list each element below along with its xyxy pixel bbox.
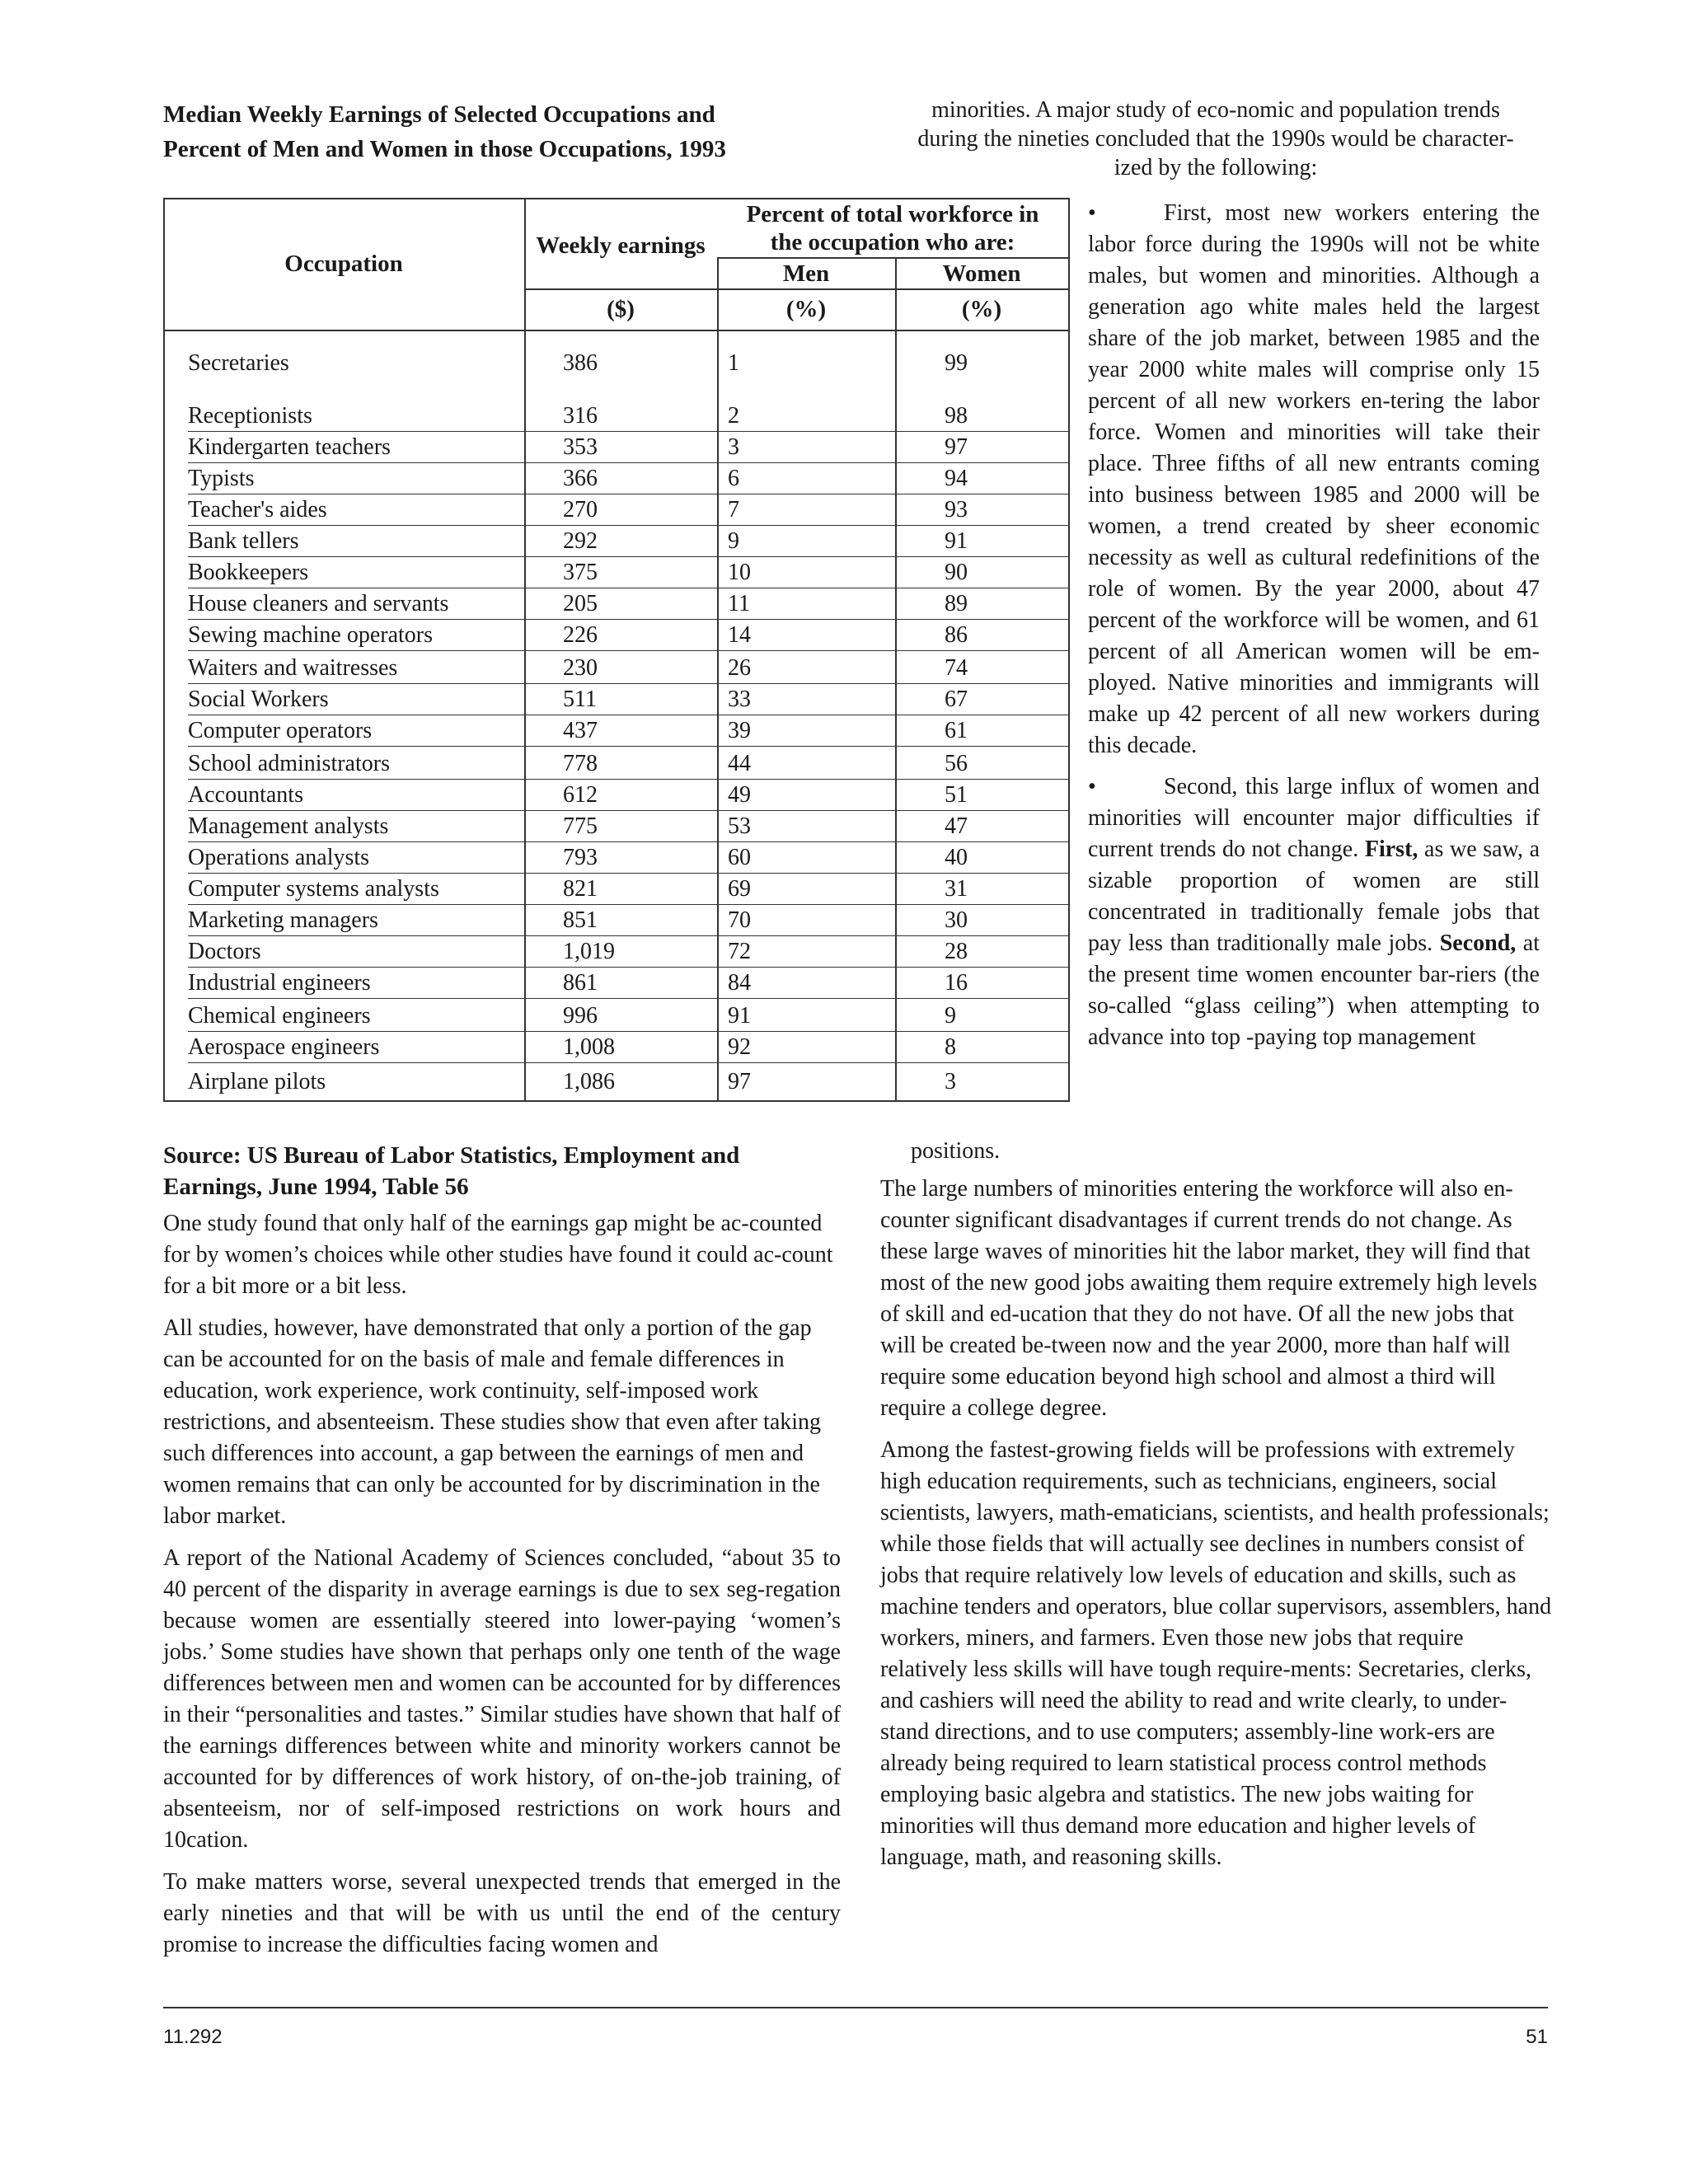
cell-earnings: 205 xyxy=(563,591,598,616)
left-paragraph-3: A report of the National Academy of Sciences concluded, “about 35 to 40 percent of the disparity in average earnings is due to sex seg-regation because women are essentially steered into lower-paying ‘women’s jobs.’ Some studies have shown that perhaps only one tenth of the wage differences between men and women can be accounted for by differences in their “personalities and tastes.” Similar studies have shown that half of the earnings differences between white and minority workers cannot be accounted for by differences of work history, of on-the-job training, of absenteeism, nor of self-imposed restrictions on work hours and 10cation. xyxy=(163,1545,841,1853)
cell-occupation: Computer systems analysts xyxy=(188,876,439,902)
cell-earnings: 861 xyxy=(563,970,598,996)
left-column xyxy=(163,1208,841,1971)
cell-men: 9 xyxy=(728,528,739,554)
left-paragraph-2: All studies, however, have demonstrated that only a portion of the gap can be accounted for on the basis of male and female differences in education, work experience, work continuity, self-imposed work restrictions, and absenteeism. These studies show that even after taking such differences into account, a gap between the earnings of men and women remains that can only be accounted for by discrimination in the labor market. xyxy=(163,1315,822,1529)
cell-occupation: Chemical engineers xyxy=(188,1003,371,1029)
cell-women: 28 xyxy=(945,939,968,964)
cell-women: 93 xyxy=(945,497,968,523)
cell-occupation: House cleaners and servants xyxy=(188,591,449,616)
cell-men: 44 xyxy=(728,751,751,776)
table-title xyxy=(163,97,872,166)
cell-women: 97 xyxy=(945,434,968,460)
cell-women: 99 xyxy=(945,350,968,376)
table-row xyxy=(163,620,1070,651)
intro-line3: ized by the following: xyxy=(1114,155,1318,180)
header-percent-line1: Percent of total workforce in xyxy=(746,201,1039,227)
cell-men: 92 xyxy=(728,1034,751,1060)
cell-occupation: Management analysts xyxy=(188,813,389,839)
table-row xyxy=(163,526,1070,557)
cell-women: 89 xyxy=(945,591,968,616)
cell-women: 16 xyxy=(945,970,968,996)
cell-men: 2 xyxy=(728,403,739,429)
header-men: Men xyxy=(782,260,830,287)
cell-earnings: 316 xyxy=(563,403,598,429)
cell-women: 31 xyxy=(945,876,968,902)
cell-occupation: Typists xyxy=(188,466,255,491)
table-title-line2: Percent of Men and Women in those Occupations, 1993 xyxy=(163,136,726,162)
cell-occupation: School administrators xyxy=(188,751,390,776)
footer-left: 11.292 xyxy=(163,2026,223,2048)
cell-occupation: Marketing managers xyxy=(188,907,378,933)
table-row xyxy=(163,401,1070,432)
cell-men: 3 xyxy=(728,434,739,460)
table-row xyxy=(163,748,1070,780)
cell-earnings: 230 xyxy=(563,655,598,681)
cell-men: 33 xyxy=(728,687,751,712)
cell-women: 40 xyxy=(945,845,968,870)
cell-men: 84 xyxy=(728,970,751,996)
header-women: Women xyxy=(942,260,1021,287)
cell-occupation: Bank tellers xyxy=(188,528,299,554)
table-row xyxy=(163,653,1070,684)
bullet-text-2b: as we saw, a sizable proportion of women are still concentrated in traditionally female jobs that pay less than traditionally male jobs. xyxy=(1088,837,1540,956)
cell-women: 30 xyxy=(945,907,968,933)
cell-occupation: Teacher's aides xyxy=(188,497,327,523)
table-row xyxy=(163,1001,1070,1032)
cell-men: 97 xyxy=(728,1069,751,1094)
header-unit-dollars: ($) xyxy=(607,296,635,322)
table-row xyxy=(163,588,1070,620)
cell-men: 6 xyxy=(728,466,739,491)
cell-earnings: 612 xyxy=(563,782,598,808)
cell-men: 39 xyxy=(728,718,751,743)
cell-earnings: 778 xyxy=(563,751,598,776)
header-unit-women: (%) xyxy=(961,296,1002,322)
cell-men: 26 xyxy=(728,655,751,681)
cell-men: 91 xyxy=(728,1003,751,1029)
cell-men: 49 xyxy=(728,782,751,808)
table-row xyxy=(163,842,1070,874)
cell-women: 94 xyxy=(945,466,968,491)
cell-men: 60 xyxy=(728,845,751,870)
cell-earnings: 775 xyxy=(563,813,598,839)
bullet-text-1: First, most new workers entering the labor force during the 1990s will not be white males, but women and minorities. Although a generation ago white males held the largest share of the job market, between 1985 and the year 2000 white males will comprise only 15 percent of all new workers en-tering the labor force. Women and minorities will take their place. Three fifths of all new entrants coming into business between 1985 and 2000 will be women, a trend created by sheer economic necessity as well as cultural redefinitions of the role of women. By the year 2000, about 47 percent of the workforce will be women, and 61 percent of all American women will be em-ployed. Native minorities and immigrants will make up 42 percent of all new workers during this decade. xyxy=(1088,200,1540,758)
cell-earnings: 226 xyxy=(563,622,598,648)
cell-men: 10 xyxy=(728,560,751,585)
table-row xyxy=(163,905,1070,936)
table-row xyxy=(163,463,1070,494)
cell-occupation: Airplane pilots xyxy=(188,1069,326,1094)
intro-lines xyxy=(882,96,1550,182)
positions-line: positions. xyxy=(911,1138,1001,1164)
left-paragraph-4: To make matters worse, several unexpected trends that emerged in the early nineties and that will be with us until the end of the century promise to increase the difficulties facing women and xyxy=(163,1869,841,1957)
table-row xyxy=(163,432,1070,463)
cell-earnings: 375 xyxy=(563,560,598,585)
right-lower-column xyxy=(880,1174,1552,1884)
cell-men: 14 xyxy=(728,622,751,648)
table-row xyxy=(163,1032,1070,1063)
cell-occupation: Accountants xyxy=(188,782,303,808)
bullet-text-2a: Second, this large influx of women and minorities will encounter major difficulties if current trends do not change. xyxy=(1088,774,1540,862)
cell-earnings: 353 xyxy=(563,434,598,460)
header-percent-line2: the occupation who are: xyxy=(770,229,1015,255)
cell-earnings: 1,019 xyxy=(563,939,615,964)
cell-earnings: 821 xyxy=(563,876,598,902)
page-number: 51 xyxy=(1526,2026,1548,2048)
header-occupation: Occupation xyxy=(284,251,403,277)
cell-women: 74 xyxy=(945,655,968,681)
cell-earnings: 386 xyxy=(563,350,598,376)
bullet-symbol: • xyxy=(1088,200,1096,226)
left-paragraph-1: One study found that only half of the earnings gap might be ac-counted for by women’s choices while other studies have found it could ac-count for a bit more or a bit less. xyxy=(163,1211,833,1299)
cell-occupation: Social Workers xyxy=(188,687,329,712)
table-title-line1: Median Weekly Earnings of Selected Occupations and xyxy=(163,101,715,128)
cell-women: 47 xyxy=(945,813,968,839)
earnings-table xyxy=(163,198,1070,1102)
source-note xyxy=(163,1140,839,1202)
table-row xyxy=(163,874,1070,905)
cell-women: 8 xyxy=(945,1034,956,1060)
footer-rule xyxy=(163,2007,1548,2008)
cell-men: 7 xyxy=(728,497,739,523)
right-paragraph-1: The large numbers of minorities entering the workforce will also en-counter significant disadvantages if current trends do not change. As these large waves of minorities hit the labor market, they will find that most of the new good jobs awaiting them require extremely high levels of skill and ed-ucation that they do not have. Of all the new jobs that will be created be-tween now and the year 2000, more than half will require some education beyond high school and almost a third will require a college degree. xyxy=(880,1176,1538,1421)
table-row xyxy=(163,936,1070,968)
cell-occupation: Secretaries xyxy=(188,350,289,376)
source-line1: Source: US Bureau of Labor Statistics, Employment and xyxy=(163,1142,740,1169)
table-row xyxy=(163,715,1070,747)
cell-women: 90 xyxy=(945,560,968,585)
cell-men: 11 xyxy=(728,591,750,616)
cell-earnings: 511 xyxy=(563,687,597,712)
cell-men: 69 xyxy=(728,876,751,902)
table-row xyxy=(163,811,1070,842)
cell-women: 67 xyxy=(945,687,968,712)
cell-occupation: Computer operators xyxy=(188,718,373,743)
cell-women: 51 xyxy=(945,782,968,808)
cell-occupation: Sewing machine operators xyxy=(188,622,434,648)
cell-earnings: 270 xyxy=(563,497,598,523)
cell-earnings: 1,086 xyxy=(563,1069,615,1094)
table-row xyxy=(163,684,1070,715)
bullet-text-2c: at the present time women encounter bar-riers (the so-called “glass ceiling”) when attempting to advance into top -paying top management xyxy=(1088,930,1540,1050)
cell-earnings: 793 xyxy=(563,845,598,870)
bullet-symbol: • xyxy=(1088,774,1096,799)
cell-earnings: 437 xyxy=(563,718,598,743)
cell-women: 3 xyxy=(945,1069,956,1094)
source-line2: Earnings, June 1994, Table 56 xyxy=(163,1174,469,1200)
cell-women: 61 xyxy=(945,718,968,743)
cell-earnings: 292 xyxy=(563,528,598,554)
cell-women: 9 xyxy=(945,1003,956,1029)
cell-occupation: Bookkeepers xyxy=(188,560,309,585)
table-row xyxy=(163,494,1070,526)
bullet-item-1 xyxy=(1088,198,1540,762)
cell-occupation: Doctors xyxy=(188,939,261,964)
table-row xyxy=(163,1066,1070,1098)
cell-earnings: 1,008 xyxy=(563,1034,615,1060)
cell-occupation: Industrial engineers xyxy=(188,970,371,996)
cell-earnings: 366 xyxy=(563,466,598,491)
intro-line2: during the nineties concluded that the 1990s would be character- xyxy=(917,126,1514,152)
table-row xyxy=(163,780,1070,811)
cell-occupation: Kindergarten teachers xyxy=(188,434,391,460)
table-row xyxy=(163,348,1070,379)
bullets-column xyxy=(1088,198,1540,1063)
cell-women: 98 xyxy=(945,403,968,429)
cell-earnings: 996 xyxy=(563,1003,598,1029)
cell-occupation: Waiters and waitresses xyxy=(188,655,398,681)
cell-men: 70 xyxy=(728,907,751,933)
bold-second: Second, xyxy=(1439,930,1517,956)
cell-men: 1 xyxy=(728,350,739,376)
cell-occupation: Operations analysts xyxy=(188,845,370,870)
intro-line1: minorities. A major study of eco-nomic and population trends xyxy=(931,97,1500,123)
header-unit-men: (%) xyxy=(785,296,827,322)
right-paragraph-2: Among the fastest-growing fields will be professions with extremely high education requirements, such as technicians, engineers, social scientists, lawyers, math-ematicians, scientists, and health professionals; while those fields that will actually see declines in numbers consist of jobs that require relatively low levels of education and skills, such as machine tenders and operators, blue collar supervisors, assemblers, hand workers, miners, and farmers. Even those new jobs that require relatively less skills will have tough require-ments: Secretaries, clerks, and cashiers will need the ability to read and write clearly, to under-stand directions, and to use computers; assembly-line work-ers are already being required to learn statistical process control methods employing basic algebra and statistics. The new jobs waiting for minorities will thus demand more education and higher levels of language, math, and reasoning skills. xyxy=(880,1437,1552,1870)
cell-occupation: Receptionists xyxy=(188,403,312,429)
bullet-item-2 xyxy=(1088,771,1540,1053)
cell-women: 91 xyxy=(945,528,968,554)
cell-men: 72 xyxy=(728,939,751,964)
table-row xyxy=(163,557,1070,588)
table-row xyxy=(163,968,1070,999)
cell-men: 53 xyxy=(728,813,751,839)
cell-women: 86 xyxy=(945,622,968,648)
header-weekly-earnings: Weekly earnings xyxy=(536,232,706,259)
cell-occupation: Aerospace engineers xyxy=(188,1034,380,1060)
cell-earnings: 851 xyxy=(563,907,598,933)
cell-women: 56 xyxy=(945,751,968,776)
bold-first: First, xyxy=(1364,837,1418,862)
